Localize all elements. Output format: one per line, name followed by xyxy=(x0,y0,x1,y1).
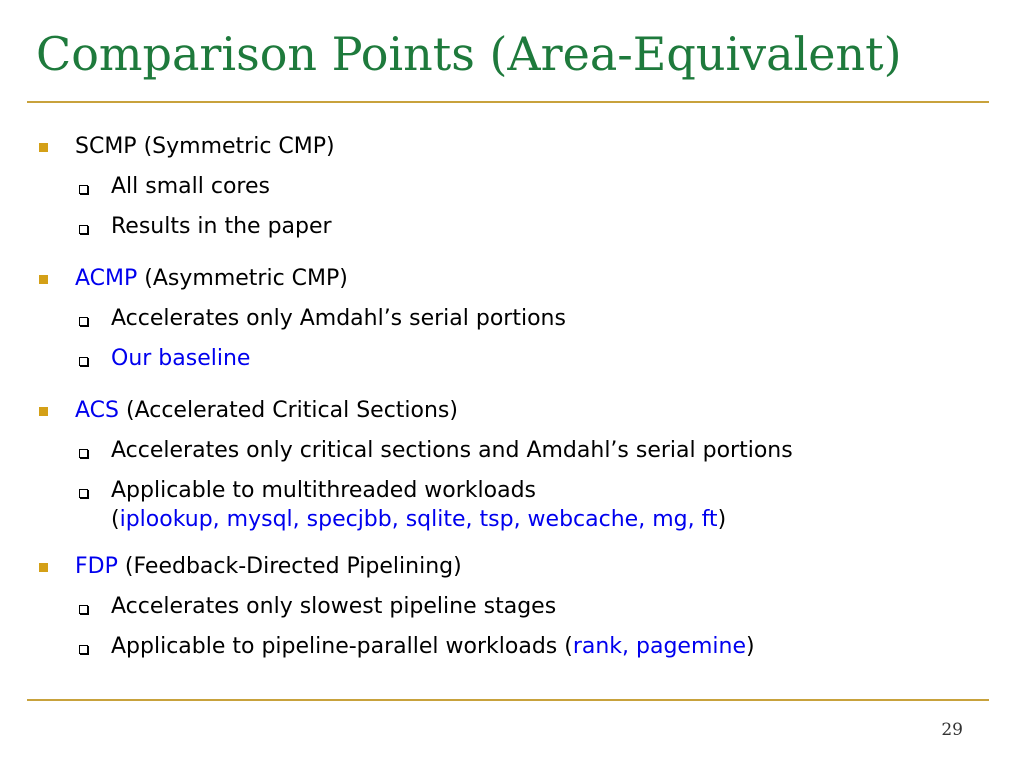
checkbox-bullet-icon xyxy=(79,225,88,234)
title-divider xyxy=(27,101,989,103)
section-fdp xyxy=(36,547,986,667)
square-bullet-icon xyxy=(39,563,48,572)
sub-item xyxy=(36,431,986,471)
footer-divider xyxy=(27,699,989,701)
sub-item-text: Accelerates only Amdahl’s serial portions xyxy=(111,306,566,331)
square-bullet-icon xyxy=(39,275,48,284)
section-label: ACS xyxy=(75,398,119,423)
sub-item-text: Our baseline xyxy=(111,346,251,371)
section-heading xyxy=(36,259,986,299)
checkbox-bullet-icon xyxy=(79,645,88,654)
square-bullet-icon xyxy=(39,143,48,152)
sub-item xyxy=(36,299,986,339)
slide-title: Comparison Points (Area-Equivalent) xyxy=(36,27,902,81)
sub-item-text: Results in the paper xyxy=(111,214,332,239)
square-bullet-icon xyxy=(39,407,48,416)
checkbox-bullet-icon xyxy=(79,605,88,614)
section-description: (Asymmetric CMP) xyxy=(137,266,348,291)
section-description: (Symmetric CMP) xyxy=(136,134,335,159)
section-description: (Accelerated Critical Sections) xyxy=(119,398,458,423)
sub-item-text: Applicable to pipeline-parallel workloads ( xyxy=(111,634,573,659)
section-heading xyxy=(36,547,986,587)
paren-close: ) xyxy=(717,507,727,532)
sub-item xyxy=(36,207,986,247)
checkbox-bullet-icon xyxy=(79,317,88,326)
sub-item xyxy=(36,167,986,207)
sub-item xyxy=(36,587,986,627)
checkbox-bullet-icon xyxy=(79,449,88,458)
section-heading xyxy=(36,127,986,167)
workload-names: rank, pagemine xyxy=(572,634,746,659)
page-number: 29 xyxy=(941,720,963,740)
sub-item-text: All small cores xyxy=(111,174,270,199)
section-label: FDP xyxy=(75,554,118,579)
section-acs xyxy=(36,391,986,535)
section-label: SCMP xyxy=(75,134,137,159)
section-description: (Feedback-Directed Pipelining) xyxy=(117,554,462,579)
bullet-list xyxy=(36,127,986,679)
workload-names: iplookup, mysql, specjbb, sqlite, tsp, webcache, mg, ft xyxy=(119,507,718,532)
sub-item xyxy=(36,627,986,667)
sub-item-text: Accelerates only critical sections and Amdahl’s serial portions xyxy=(111,438,793,463)
section-heading xyxy=(36,391,986,431)
sub-item xyxy=(36,339,986,379)
paren-open: ( xyxy=(111,507,120,532)
section-acmp xyxy=(36,259,986,379)
paren-close: ) xyxy=(746,634,755,659)
checkbox-bullet-icon xyxy=(79,489,88,498)
sub-item xyxy=(36,471,986,511)
sub-item-text: Accelerates only slowest pipeline stages xyxy=(111,594,557,619)
section-label: ACMP xyxy=(75,266,138,291)
checkbox-bullet-icon xyxy=(79,357,88,366)
section-scmp xyxy=(36,127,986,247)
sub-item-text: Applicable to multithreaded workloads xyxy=(111,478,537,503)
checkbox-bullet-icon xyxy=(79,185,88,194)
